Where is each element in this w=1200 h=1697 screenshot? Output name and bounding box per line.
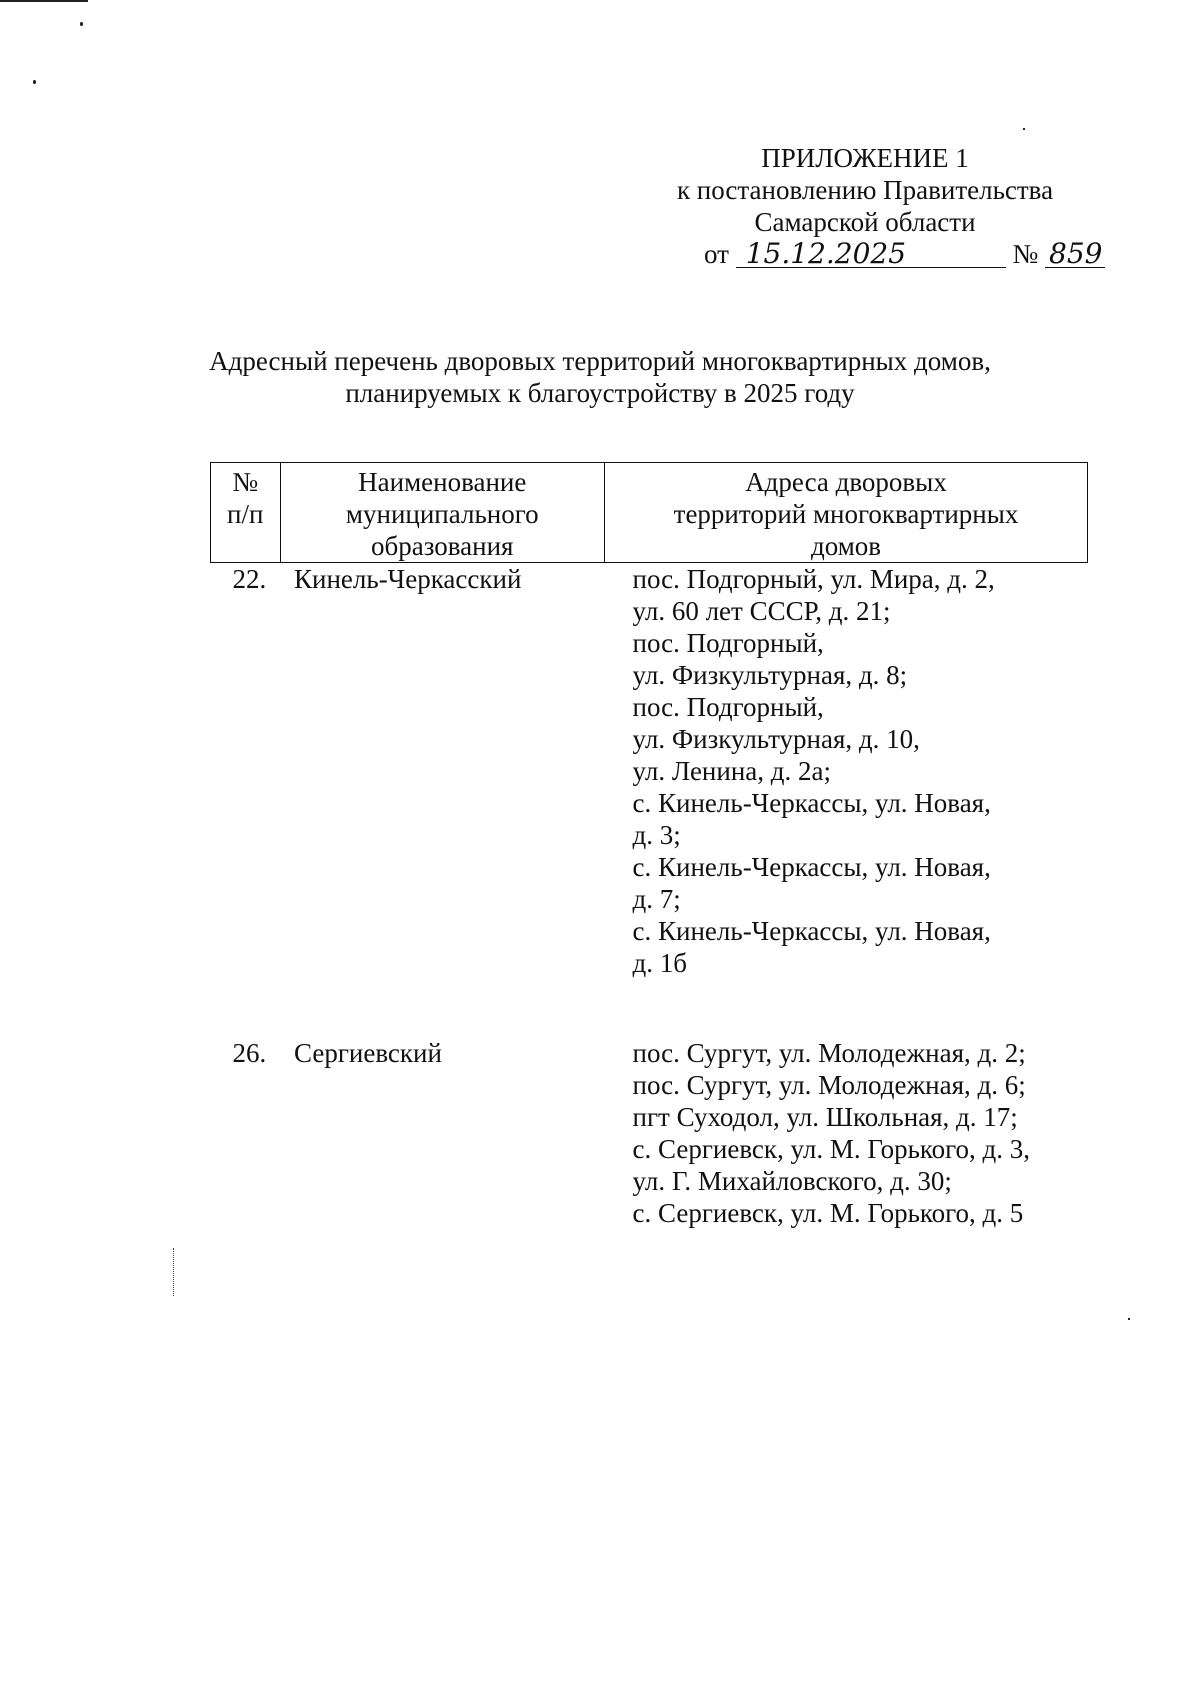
number-prefix: № [1012, 239, 1039, 269]
header-number-symbol: № [232, 467, 259, 497]
table-body [211, 563, 1088, 1230]
handwritten-number: 859 [1045, 241, 1105, 268]
header-addresses-line: домов [810, 531, 882, 561]
table-row [211, 1037, 1088, 1229]
title-line-1: Адресный перечень дворовых территорий многоквартирных домов, [209, 346, 991, 376]
table-header [211, 463, 1088, 563]
header-addresses [605, 463, 1088, 563]
scan-mark-top-line [0, 0, 88, 2]
scan-mark-dot [80, 22, 83, 26]
address-table [210, 462, 1088, 1229]
scan-mark-dot [1023, 128, 1025, 130]
header-addresses-line: территорий многоквартирных [673, 499, 1019, 529]
row-municipality: Кинель-Черкасский [294, 564, 522, 594]
row-spacer [211, 979, 1088, 1037]
address-line: ул. Ленина, д. 2а; [632, 756, 831, 786]
row-addresses [605, 563, 1088, 980]
address-line: д. 3; [632, 820, 681, 850]
scan-mark-dot [33, 80, 36, 84]
spacer-cell [605, 979, 1088, 1037]
header-number [211, 463, 281, 563]
address-line: с. Кинель-Черкассы, ул. Новая, [632, 916, 991, 946]
title-line-2: планируемых к благоустройству в 2025 году [345, 378, 855, 408]
header-number-pp: п/п [227, 499, 264, 529]
address-line: ул. Г. Михайловского, д. 30; [632, 1166, 952, 1196]
spacer-cell [280, 979, 605, 1037]
address-line: пос. Подгорный, ул. Мира, д. 2, [632, 564, 995, 594]
address-line: пгт Суходол, ул. Школьная, д. 17; [632, 1102, 1018, 1132]
address-line: с. Кинель-Черкассы, ул. Новая, [632, 852, 991, 882]
address-line: ул. 60 лет СССР, д. 21; [632, 596, 891, 626]
scan-mark-dots-column [173, 1248, 175, 1296]
address-line: пос. Сургут, ул. Молодежная, д. 6; [632, 1070, 1026, 1100]
address-line: пос. Подгорный, [632, 628, 824, 658]
handwritten-date: 15.12.2025 [736, 241, 1006, 268]
row-municipality: Сергиевский [294, 1038, 442, 1068]
header-municipality-line: образования [371, 531, 514, 561]
appendix-date-number-line [625, 238, 1105, 270]
appendix-region-line: Самарской области [754, 207, 976, 237]
row-number: 22. [232, 564, 267, 594]
row-number: 26. [232, 1038, 267, 1068]
from-prefix: от [704, 239, 729, 269]
address-line: ул. Физкультурная, д. 8; [632, 660, 908, 690]
spacer-cell [211, 979, 281, 1037]
address-line: пос. Подгорный, [632, 692, 824, 722]
address-line: пос. Сургут, ул. Молодежная, д. 2; [632, 1038, 1026, 1068]
table-row [211, 563, 1088, 980]
address-line: с. Кинель-Черкассы, ул. Новая, [632, 788, 991, 818]
address-line: с. Сергиевск, ул. М. Горького, д. 5 [632, 1198, 1024, 1228]
header-municipality-line: Наименование [358, 467, 527, 497]
address-line: с. Сергиевск, ул. М. Горького, д. 3, [632, 1134, 1031, 1164]
header-municipality [280, 463, 605, 563]
row-addresses [605, 1037, 1088, 1229]
address-line: д. 1б [632, 948, 688, 978]
scan-mark-dot [1128, 1318, 1130, 1320]
appendix-header [625, 142, 1105, 270]
address-line: ул. Физкультурная, д. 10, [632, 724, 920, 754]
appendix-label: ПРИЛОЖЕНИЕ 1 [761, 143, 969, 173]
header-municipality-line: муниципального [345, 499, 539, 529]
document-title [100, 345, 1100, 409]
appendix-resolution-line: к постановлению Правительства [676, 175, 1054, 205]
address-line: д. 7; [632, 884, 681, 914]
table-header-row [211, 463, 1088, 563]
header-addresses-line: Адреса дворовых [745, 467, 947, 497]
